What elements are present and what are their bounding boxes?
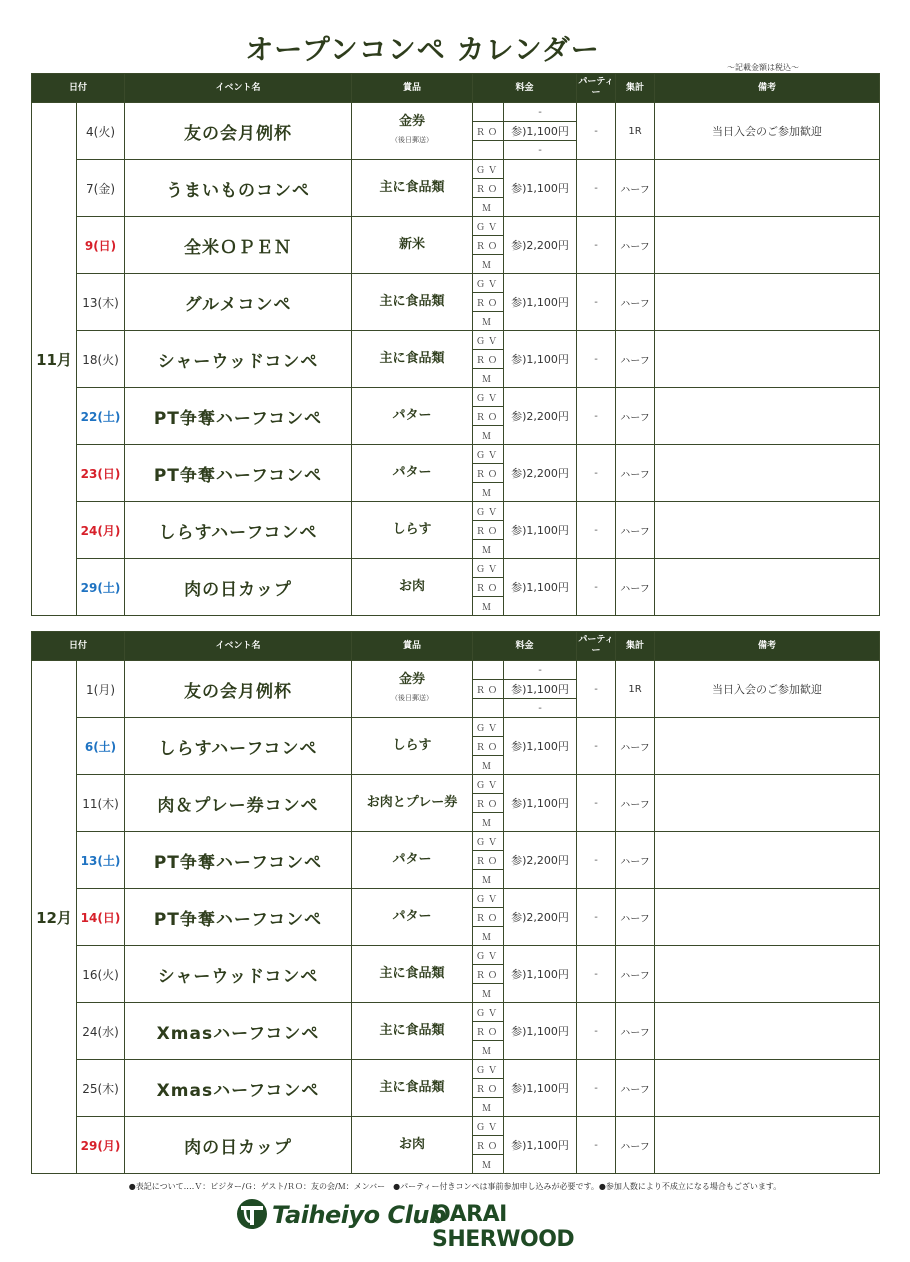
event-party: - bbox=[577, 946, 616, 1003]
event-fee: 参)2,200円 bbox=[504, 388, 577, 445]
event-fee: 参)2,200円 bbox=[504, 445, 577, 502]
fee-code-m: Ｍ bbox=[473, 597, 504, 616]
event-prize bbox=[352, 718, 473, 775]
fee-code-ro: ＲＯ bbox=[473, 680, 504, 699]
fee-code-m: Ｍ bbox=[473, 984, 504, 1003]
prize-label: 主に食品類 bbox=[379, 351, 445, 366]
fee-code-gv: ＧＶ bbox=[473, 775, 504, 794]
event-prize bbox=[352, 502, 473, 559]
taiheiyo-club-mark-icon bbox=[236, 1198, 268, 1230]
event-fee: 参)1,100円 bbox=[504, 718, 577, 775]
event-remarks bbox=[655, 1003, 880, 1060]
fee-code-ro: ＲＯ bbox=[473, 851, 504, 870]
event-remarks bbox=[655, 832, 880, 889]
event-name: 友の会月例杯 bbox=[125, 103, 352, 160]
table-row bbox=[32, 160, 880, 179]
event-fee: 参)1,100円 bbox=[504, 1060, 577, 1117]
month-label: 11月 bbox=[32, 103, 77, 616]
fee-top: - bbox=[504, 661, 577, 680]
prize-label: 主に食品類 bbox=[379, 180, 445, 195]
november-calendar-table bbox=[31, 73, 880, 616]
fee-code-gv: ＧＶ bbox=[473, 331, 504, 350]
event-prize bbox=[352, 274, 473, 331]
prize-label: パター bbox=[392, 465, 432, 480]
event-tally: 1R bbox=[616, 103, 655, 160]
event-date: 7(金) bbox=[77, 160, 125, 217]
prize-note: （後日郵送） bbox=[391, 694, 434, 702]
event-name: しらすハーフコンペ bbox=[125, 718, 352, 775]
logo-brand-text: Taiheiyo Club bbox=[272, 1201, 446, 1229]
fee-code-ro: ＲＯ bbox=[473, 350, 504, 369]
event-party: - bbox=[577, 718, 616, 775]
table-row bbox=[32, 445, 880, 464]
event-party: - bbox=[577, 274, 616, 331]
prize-label: 主に食品類 bbox=[379, 1023, 445, 1038]
event-tally: ハーフ bbox=[616, 331, 655, 388]
fee-code-gv: ＧＶ bbox=[473, 388, 504, 407]
prize-label: しらす bbox=[392, 738, 432, 753]
event-name: PT争奪ハーフコンペ bbox=[125, 445, 352, 502]
event-fee: 参)1,100円 bbox=[504, 559, 577, 616]
event-date: 29(月) bbox=[77, 1117, 125, 1174]
event-prize bbox=[352, 331, 473, 388]
event-remarks bbox=[655, 445, 880, 502]
december-calendar-table bbox=[31, 631, 880, 1174]
event-date: 22(土) bbox=[77, 388, 125, 445]
event-name: 肉の日カップ bbox=[125, 1117, 352, 1174]
event-tally: ハーフ bbox=[616, 502, 655, 559]
event-tally: ハーフ bbox=[616, 445, 655, 502]
header-party: パーティー bbox=[577, 632, 616, 661]
event-date: 13(木) bbox=[77, 274, 125, 331]
event-prize bbox=[352, 160, 473, 217]
event-name: 肉の日カップ bbox=[125, 559, 352, 616]
event-prize bbox=[352, 775, 473, 832]
event-fee: 参)1,100円 bbox=[504, 1003, 577, 1060]
table-header-row bbox=[32, 632, 880, 661]
fee-code-ro: ＲＯ bbox=[473, 407, 504, 426]
fee-code-gv: ＧＶ bbox=[473, 1117, 504, 1136]
event-date: 4(火) bbox=[77, 103, 125, 160]
header-remarks: 備考 bbox=[655, 632, 880, 661]
prize-label: 金券 bbox=[399, 672, 426, 687]
header-prize: 賞品 bbox=[352, 632, 473, 661]
event-fee: 参)2,200円 bbox=[504, 217, 577, 274]
prize-label: お肉 bbox=[399, 1137, 426, 1152]
fee-code-ro: ＲＯ bbox=[473, 737, 504, 756]
fee-code-gv: ＧＶ bbox=[473, 502, 504, 521]
fee-code-m: Ｍ bbox=[473, 756, 504, 775]
event-name: PT争奪ハーフコンペ bbox=[125, 832, 352, 889]
fee-code-m: Ｍ bbox=[473, 1041, 504, 1060]
fee-code-m: Ｍ bbox=[473, 1098, 504, 1117]
event-tally: ハーフ bbox=[616, 718, 655, 775]
fee-ro: 参)1,100円 bbox=[504, 680, 577, 699]
header-date: 日付 bbox=[32, 74, 125, 103]
event-name: Xmasハーフコンペ bbox=[125, 1060, 352, 1117]
table-row bbox=[32, 274, 880, 293]
fee-code-ro: ＲＯ bbox=[473, 1022, 504, 1041]
event-party: - bbox=[577, 1117, 616, 1174]
club-logo bbox=[236, 1198, 636, 1252]
event-remarks bbox=[655, 889, 880, 946]
event-tally: ハーフ bbox=[616, 1060, 655, 1117]
fee-code-m: Ｍ bbox=[473, 369, 504, 388]
event-party: - bbox=[577, 445, 616, 502]
event-fee: 参)2,200円 bbox=[504, 832, 577, 889]
event-tally: ハーフ bbox=[616, 388, 655, 445]
header-party: パーティー bbox=[577, 74, 616, 103]
fee-code-ro: ＲＯ bbox=[473, 578, 504, 597]
prize-label: 金券 bbox=[399, 114, 426, 129]
header-fee: 料金 bbox=[473, 632, 577, 661]
fee-code-gv: ＧＶ bbox=[473, 946, 504, 965]
fee-code-m: Ｍ bbox=[473, 483, 504, 502]
fee-code-blank bbox=[473, 103, 504, 122]
page-title: オープンコンペ カレンダー bbox=[245, 33, 600, 66]
event-tally: 1R bbox=[616, 661, 655, 718]
event-party: - bbox=[577, 1003, 616, 1060]
table-row bbox=[32, 331, 880, 350]
prize-label: お肉 bbox=[399, 579, 426, 594]
event-remarks: 当日入会のご参加歓迎 bbox=[655, 661, 880, 718]
event-date: 23(日) bbox=[77, 445, 125, 502]
event-party: - bbox=[577, 832, 616, 889]
event-date: 29(土) bbox=[77, 559, 125, 616]
event-fee: 参)1,100円 bbox=[504, 946, 577, 1003]
event-name: グルメコンペ bbox=[125, 274, 352, 331]
event-party: - bbox=[577, 103, 616, 160]
header-prize: 賞品 bbox=[352, 74, 473, 103]
event-date: 16(火) bbox=[77, 946, 125, 1003]
fee-code-m: Ｍ bbox=[473, 927, 504, 946]
fee-code-m: Ｍ bbox=[473, 255, 504, 274]
fee-code-blank bbox=[473, 699, 504, 718]
event-remarks bbox=[655, 559, 880, 616]
fee-ro: 参)1,100円 bbox=[504, 122, 577, 141]
event-remarks: 当日入会のご参加歓迎 bbox=[655, 103, 880, 160]
header-event: イベント名 bbox=[125, 74, 352, 103]
table-row bbox=[32, 889, 880, 908]
event-remarks bbox=[655, 217, 880, 274]
fee-top: - bbox=[504, 103, 577, 122]
fee-code-m: Ｍ bbox=[473, 1155, 504, 1174]
event-date: 24(水) bbox=[77, 1003, 125, 1060]
fee-code-ro: ＲＯ bbox=[473, 122, 504, 141]
event-party: - bbox=[577, 502, 616, 559]
prize-label: 主に食品類 bbox=[379, 294, 445, 309]
fee-code-gv: ＧＶ bbox=[473, 832, 504, 851]
event-party: - bbox=[577, 559, 616, 616]
event-tally: ハーフ bbox=[616, 559, 655, 616]
event-name: シャーウッドコンペ bbox=[125, 331, 352, 388]
event-party: - bbox=[577, 775, 616, 832]
event-remarks bbox=[655, 1117, 880, 1174]
event-prize bbox=[352, 946, 473, 1003]
fee-code-ro: ＲＯ bbox=[473, 521, 504, 540]
event-name: 全米ＯＰＥＮ bbox=[125, 217, 352, 274]
prize-label: パター bbox=[392, 852, 432, 867]
event-tally: ハーフ bbox=[616, 217, 655, 274]
prize-note: （後日郵送） bbox=[391, 136, 434, 144]
fee-code-blank bbox=[473, 661, 504, 680]
fee-code-ro: ＲＯ bbox=[473, 908, 504, 927]
table-row bbox=[32, 103, 880, 122]
event-fee: 参)1,100円 bbox=[504, 274, 577, 331]
fee-code-m: Ｍ bbox=[473, 870, 504, 889]
event-party: - bbox=[577, 331, 616, 388]
fee-code-gv: ＧＶ bbox=[473, 718, 504, 737]
event-fee: 参)1,100円 bbox=[504, 1117, 577, 1174]
event-party: - bbox=[577, 160, 616, 217]
fee-code-blank bbox=[473, 141, 504, 160]
event-tally: ハーフ bbox=[616, 889, 655, 946]
event-name: 肉＆プレー券コンペ bbox=[125, 775, 352, 832]
fee-code-m: Ｍ bbox=[473, 813, 504, 832]
event-remarks bbox=[655, 946, 880, 1003]
table-row bbox=[32, 217, 880, 236]
fee-code-gv: ＧＶ bbox=[473, 1060, 504, 1079]
fee-code-gv: ＧＶ bbox=[473, 274, 504, 293]
event-name: PT争奪ハーフコンペ bbox=[125, 889, 352, 946]
event-prize bbox=[352, 103, 473, 160]
event-tally: ハーフ bbox=[616, 274, 655, 331]
fee-code-m: Ｍ bbox=[473, 426, 504, 445]
event-party: - bbox=[577, 889, 616, 946]
event-date: 6(土) bbox=[77, 718, 125, 775]
event-prize bbox=[352, 217, 473, 274]
event-date: 1(月) bbox=[77, 661, 125, 718]
event-tally: ハーフ bbox=[616, 160, 655, 217]
fee-code-m: Ｍ bbox=[473, 198, 504, 217]
event-tally: ハーフ bbox=[616, 775, 655, 832]
table-row bbox=[32, 1003, 880, 1022]
event-party: - bbox=[577, 661, 616, 718]
fee-code-gv: ＧＶ bbox=[473, 889, 504, 908]
prize-label: しらす bbox=[392, 522, 432, 537]
header-fee: 料金 bbox=[473, 74, 577, 103]
fee-bottom: - bbox=[504, 141, 577, 160]
table-row bbox=[32, 718, 880, 737]
fee-code-ro: ＲＯ bbox=[473, 236, 504, 255]
event-name: しらすハーフコンペ bbox=[125, 502, 352, 559]
month-label: 12月 bbox=[32, 661, 77, 1174]
event-date: 11(木) bbox=[77, 775, 125, 832]
fee-code-gv: ＧＶ bbox=[473, 445, 504, 464]
fee-code-gv: ＧＶ bbox=[473, 160, 504, 179]
fee-bottom: - bbox=[504, 699, 577, 718]
prize-label: 主に食品類 bbox=[379, 1080, 445, 1095]
event-prize bbox=[352, 388, 473, 445]
fee-code-ro: ＲＯ bbox=[473, 794, 504, 813]
table-row bbox=[32, 559, 880, 578]
event-fee: 参)1,100円 bbox=[504, 775, 577, 832]
event-prize bbox=[352, 1060, 473, 1117]
event-prize bbox=[352, 1003, 473, 1060]
event-party: - bbox=[577, 1060, 616, 1117]
table-row bbox=[32, 1117, 880, 1136]
event-prize bbox=[352, 1117, 473, 1174]
event-date: 9(日) bbox=[77, 217, 125, 274]
event-tally: ハーフ bbox=[616, 946, 655, 1003]
event-remarks bbox=[655, 160, 880, 217]
event-tally: ハーフ bbox=[616, 1003, 655, 1060]
event-name: うまいものコンペ bbox=[125, 160, 352, 217]
table-row bbox=[32, 661, 880, 680]
header-tally: 集計 bbox=[616, 74, 655, 103]
event-fee: 参)2,200円 bbox=[504, 889, 577, 946]
event-tally: ハーフ bbox=[616, 1117, 655, 1174]
fee-code-m: Ｍ bbox=[473, 312, 504, 331]
fee-code-ro: ＲＯ bbox=[473, 293, 504, 312]
prize-label: 主に食品類 bbox=[379, 966, 445, 981]
event-prize bbox=[352, 832, 473, 889]
event-remarks bbox=[655, 502, 880, 559]
event-date: 14(日) bbox=[77, 889, 125, 946]
prize-label: お肉とプレー券 bbox=[366, 795, 458, 810]
event-date: 13(土) bbox=[77, 832, 125, 889]
event-remarks bbox=[655, 718, 880, 775]
table-row bbox=[32, 388, 880, 407]
table-row bbox=[32, 832, 880, 851]
fee-code-ro: ＲＯ bbox=[473, 1136, 504, 1155]
fee-code-m: Ｍ bbox=[473, 540, 504, 559]
fee-code-gv: ＧＶ bbox=[473, 559, 504, 578]
fee-code-ro: ＲＯ bbox=[473, 179, 504, 198]
event-date: 25(木) bbox=[77, 1060, 125, 1117]
event-name: シャーウッドコンペ bbox=[125, 946, 352, 1003]
table-header-row bbox=[32, 74, 880, 103]
event-prize bbox=[352, 559, 473, 616]
event-remarks bbox=[655, 331, 880, 388]
event-party: - bbox=[577, 388, 616, 445]
event-prize bbox=[352, 661, 473, 718]
event-remarks bbox=[655, 775, 880, 832]
fee-code-gv: ＧＶ bbox=[473, 1003, 504, 1022]
header-tally: 集計 bbox=[616, 632, 655, 661]
header-date: 日付 bbox=[32, 632, 125, 661]
event-remarks bbox=[655, 388, 880, 445]
table-row bbox=[32, 502, 880, 521]
logo-club-text: OARAI SHERWOOD bbox=[432, 1202, 575, 1252]
event-date: 24(月) bbox=[77, 502, 125, 559]
event-prize bbox=[352, 889, 473, 946]
event-fee: 参)1,100円 bbox=[504, 502, 577, 559]
prize-label: パター bbox=[392, 408, 432, 423]
fee-code-ro: ＲＯ bbox=[473, 464, 504, 483]
table-row bbox=[32, 775, 880, 794]
event-remarks bbox=[655, 1060, 880, 1117]
event-name: Xmasハーフコンペ bbox=[125, 1003, 352, 1060]
tax-note: ～記載金額は税込～ bbox=[727, 63, 799, 72]
header-remarks: 備考 bbox=[655, 74, 880, 103]
table-row bbox=[32, 946, 880, 965]
fee-code-ro: ＲＯ bbox=[473, 965, 504, 984]
event-prize bbox=[352, 445, 473, 502]
event-fee: 参)1,100円 bbox=[504, 160, 577, 217]
event-name: 友の会月例杯 bbox=[125, 661, 352, 718]
event-fee: 参)1,100円 bbox=[504, 331, 577, 388]
event-name: PT争奪ハーフコンペ bbox=[125, 388, 352, 445]
event-tally: ハーフ bbox=[616, 832, 655, 889]
prize-label: 新米 bbox=[399, 237, 426, 252]
header-event: イベント名 bbox=[125, 632, 352, 661]
event-remarks bbox=[655, 274, 880, 331]
table-row bbox=[32, 1060, 880, 1079]
event-party: - bbox=[577, 217, 616, 274]
fee-code-gv: ＧＶ bbox=[473, 217, 504, 236]
fee-code-ro: ＲＯ bbox=[473, 1079, 504, 1098]
prize-label: パター bbox=[392, 909, 432, 924]
footnote: ●表記について‥‥Ｖ：ビジター/Ｇ：ゲスト/ＲＯ：友の会/Ｍ：メンバー ●パーティー付きコンペは事前参加申し込みが必要です。●参加人数により不成立になる場合もございます。 bbox=[128, 1182, 782, 1191]
event-date: 18(火) bbox=[77, 331, 125, 388]
